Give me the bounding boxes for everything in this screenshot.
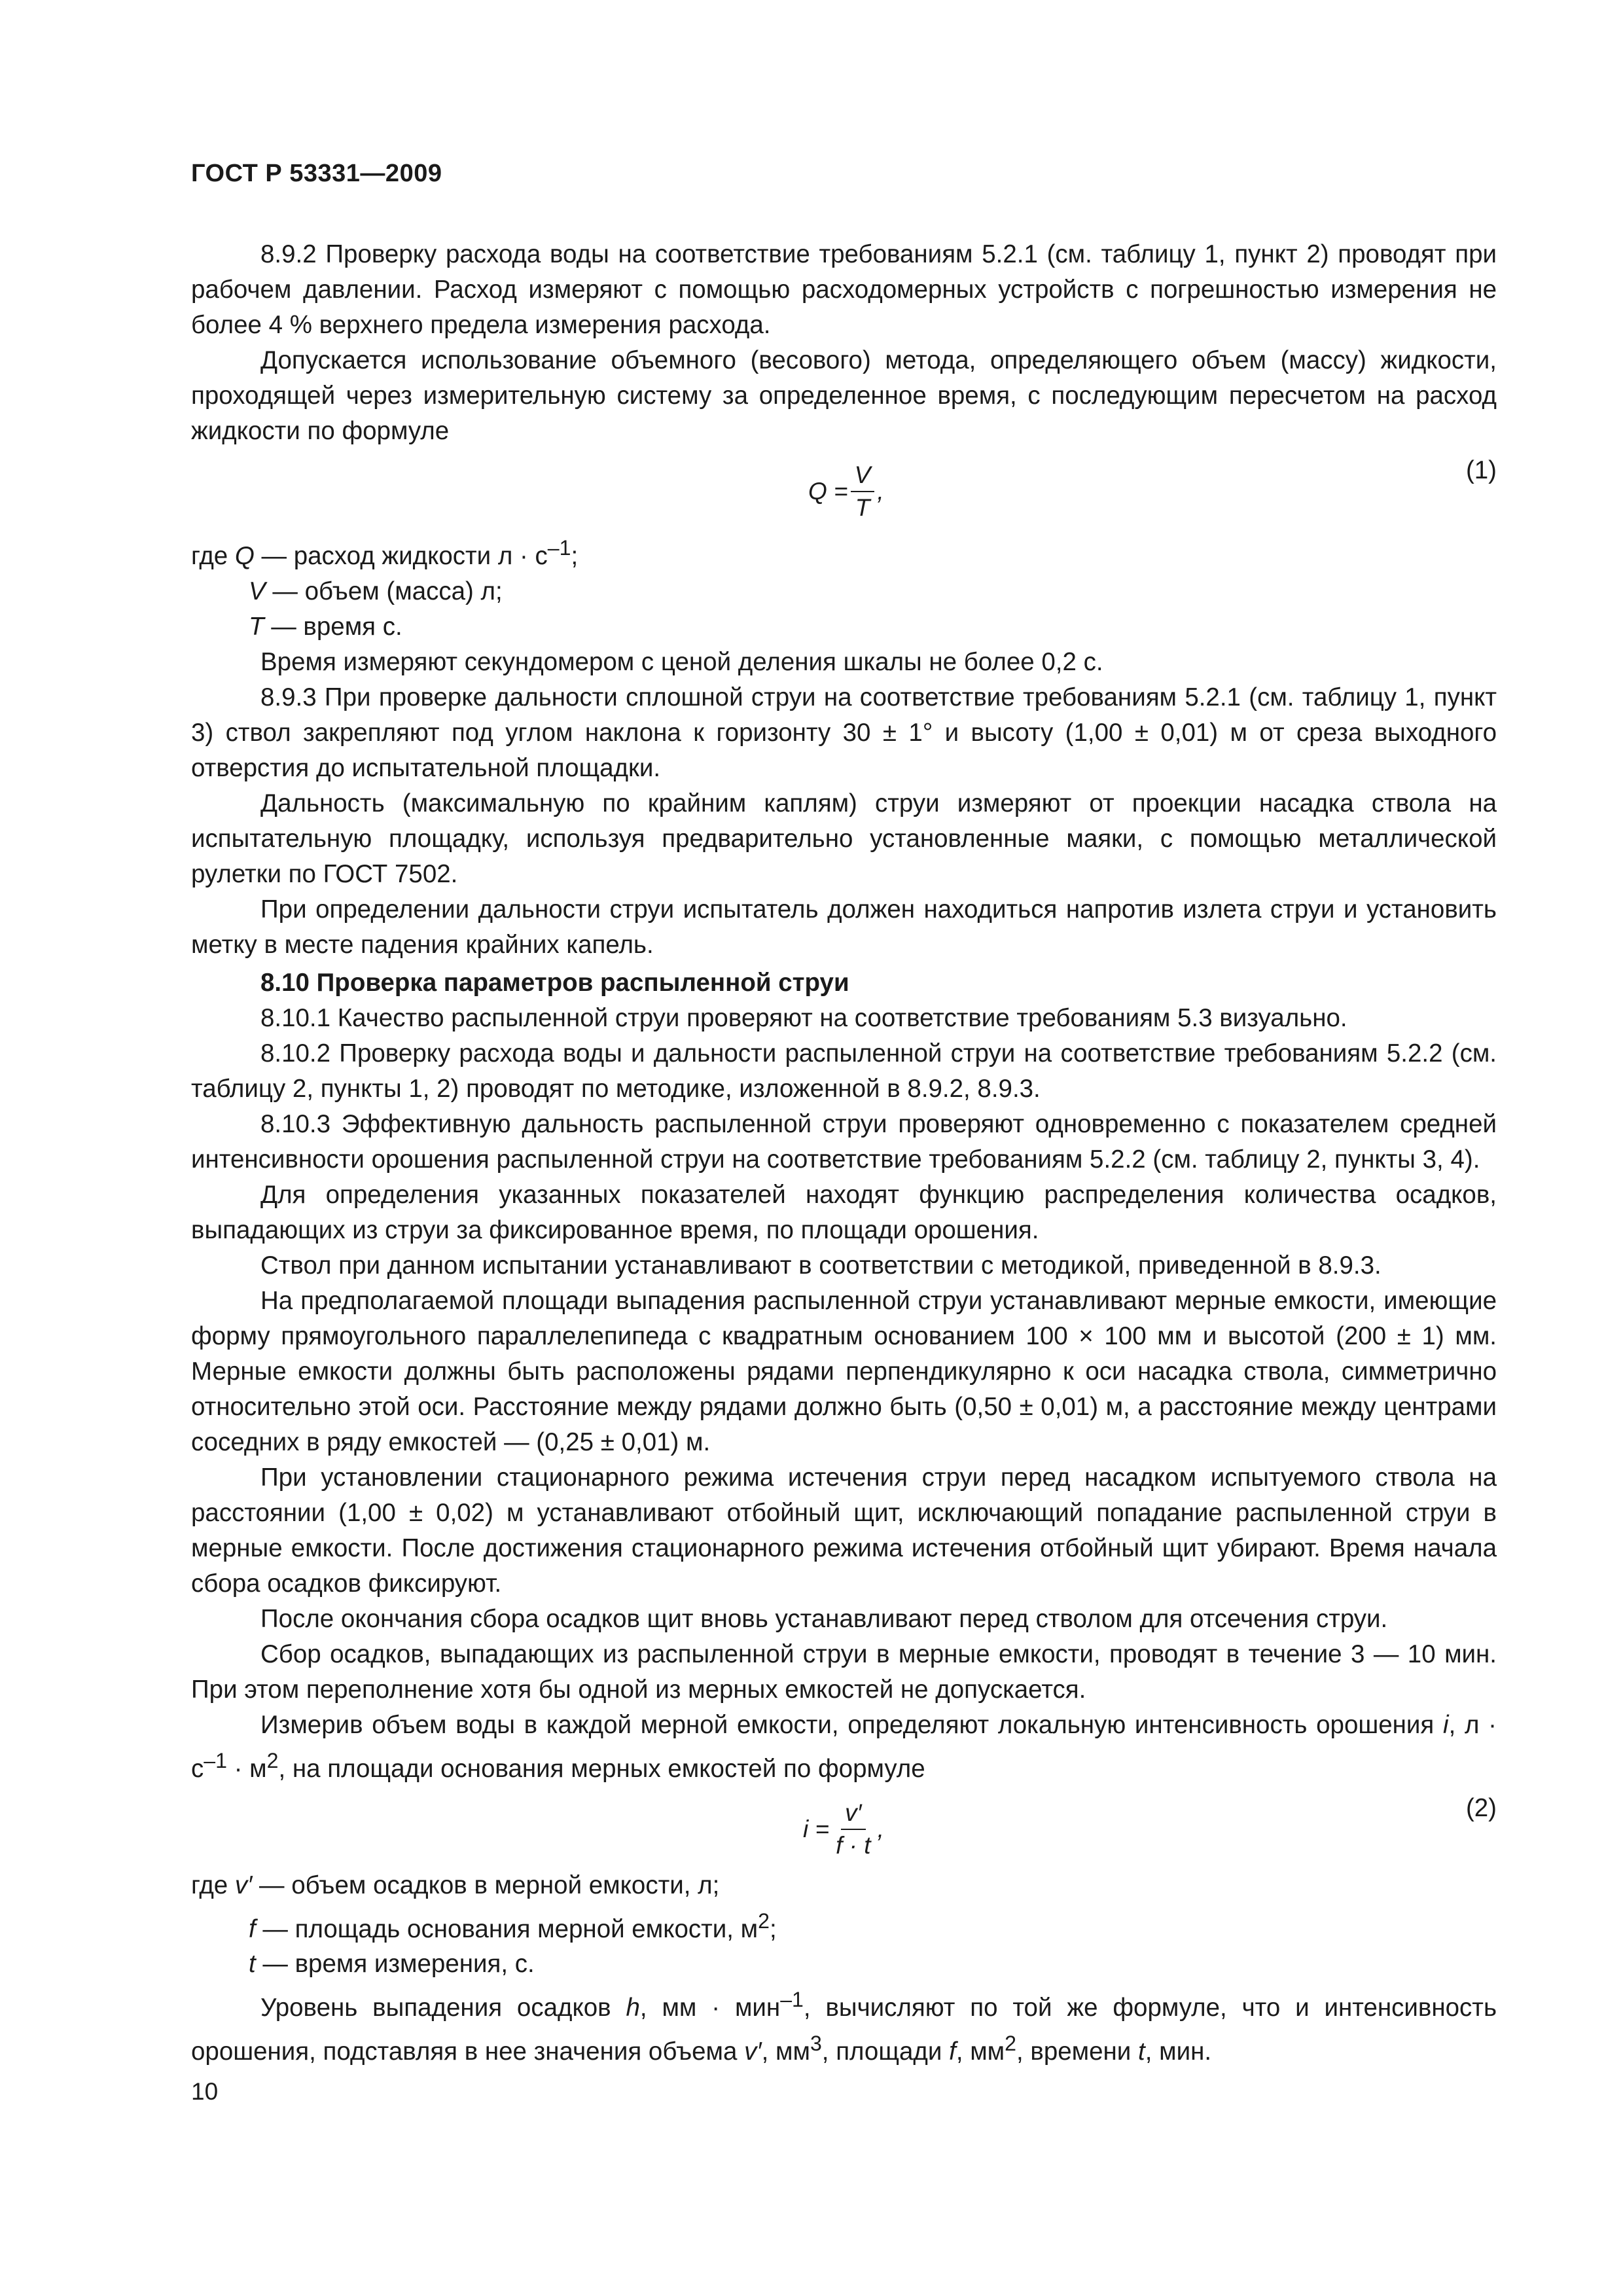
formula-2-numerator: v′	[841, 1799, 865, 1830]
paragraph-stationary-mode: При установлении стационарного режима истечения струи перед насадком испытуемого ствола на расстоянии (1,00 ± 0,02) м устанавливают отбойный щит, исключающий попадание распыленной струи в мерные емкости. После достижения стационарного режима истечения отбойный щит убирают. Время начала сбора осадков фиксируют.	[191, 1463, 1497, 1598]
paragraph-range-measure: Дальность (максимальную по крайним каплям) струи измеряют от проекции насадка ствола на испытательную площадку, используя предварительно установленные маяки, с помощью металлической рулетки по ГОСТ 7502.	[191, 789, 1497, 888]
document-code: ГОСТ Р 53331—2009	[191, 160, 442, 187]
page-body	[191, 237, 1497, 2070]
paragraph-8-10-3: 8.10.3 Эффективную дальность распыленной струи проверяют одновременно с показателем средней интенсивности орошения распыленной струи на соответствие требованиям 5.2.2 (см. таблицу 2, пункты 3, 4).	[191, 1109, 1497, 1174]
formula-2-number: (2)	[1465, 1793, 1497, 1822]
formula-1-number: (1)	[1465, 456, 1497, 484]
page-number: 10	[191, 2078, 219, 2105]
paragraph-time: Время измеряют секундомером с ценой деления шкалы не более 0,2 с.	[260, 647, 1103, 676]
paragraph-volumetric-method: Допускается использование объемного (весового) метода, определяющего объем (массу) жидкости, проходящей через измерительную систему за определенное время, с последующим пересчетом на расход жидкости по формуле	[191, 346, 1497, 445]
paragraph-8-10-1: 8.10.1 Качество распыленной струи проверяют на соответствие требованиям 5.3 визуально.	[260, 1003, 1347, 1032]
paragraph-barrel-setup: Ствол при данном испытании устанавливают в соответствии с методикой, приведенной в 8.9.3.	[260, 1251, 1382, 1280]
formula-1-denominator: T	[855, 494, 870, 521]
formula-2-denominator: f · t	[836, 1831, 871, 1859]
paragraph-intensity: Измерив объем воды в каждой мерной емкости, определяют локальную интенсивность орошения i, $л \cdot с^{-1} \cdot м^2$, на площади основания мерных емкостей по формуле	[191, 1710, 1497, 1783]
where-f: f — площадь основания мерной емкости, $м^2$;	[249, 1909, 777, 1943]
paragraph-8-9-2: 8.9.2 Проверку расхода воды на соответствие требованиям 5.2.1 (см. таблицу 1, пункт 2) проводят при рабочем давлении. Расход измеряют с помощью расходомерных устройств с погрешностью измерения не более 4 % верхнего предела измерения расхода.	[191, 240, 1497, 339]
paragraph-distribution: Для определения указанных показателей находят функцию распределения количества осадков, выпадающих из струи за фиксированное время, по площади орошения.	[191, 1180, 1497, 1244]
where-t: T — время с.	[249, 612, 402, 641]
paragraph-containers: На предполагаемой площади выпадения распыленной струи устанавливают мерные емкости, имеющие форму прямоугольного параллелепипеда с квадратным основанием 100 × 100 мм и высотой (200 ± 1) мм. Мерные емкости должны быть расположены рядами перпендикулярно к оси насадка ствола, симметрично относительно этой оси. Расстояние между рядами должно быть (0,50 ± 0,01) м, а расстояние между центрами соседних в ряду емкостей — (0,25 ± 0,01) м.	[191, 1286, 1497, 1456]
section-heading-8-10: 8.10 Проверка параметров распыленной струи	[260, 968, 849, 997]
formula-1-tail: ,	[877, 478, 884, 505]
formula-1	[191, 449, 1497, 530]
formula-2-tail: ,	[877, 1815, 884, 1842]
paragraph-shield: После окончания сбора осадков щит вновь устанавливают перед стволом для отсечения струи.	[260, 1604, 1388, 1633]
where-t-time: t — время измерения, с.	[249, 1950, 535, 1979]
where-q: где Q — расход жидкости $л \cdot с^{-1}$;	[191, 536, 579, 570]
formula-1-lhs: Q =	[808, 478, 848, 505]
paragraph-range-observer: При определении дальности струи испытатель должен находиться напротив излета струи и установить метку в месте падения крайних капель.	[191, 895, 1497, 959]
formula-2-lhs: i =	[803, 1815, 830, 1842]
where-v: V — объем (масса) л;	[249, 577, 503, 605]
formula-1-numerator: V	[851, 461, 875, 492]
paragraph-collection: Сбор осадков, выпадающих из распыленной струи в мерные емкости, проводят в течение 3 — 10 мин. При этом переполнение хотя бы одной из мерных емкостей не допускается.	[191, 1640, 1497, 1704]
where-v-prime: где v′ — объем осадков в мерной емкости, л;	[191, 1871, 720, 1899]
formula-2	[191, 1787, 1497, 1868]
paragraph-8-10-2: 8.10.2 Проверку расхода воды и дальности распыленной струи на соответствие требованиям 5.2.2 (см. таблицу 2, пункты 1, 2) проводят по методике, изложенной в 8.9.2, 8.9.3.	[191, 1039, 1497, 1103]
paragraph-8-9-3: 8.9.3 При проверке дальности сплошной струи на соответствие требованиям 5.2.1 (см. таблицу 1, пункт 3) ствол закрепляют под углом наклона к горизонту 30 ± 1° и высоту (1,00 ± 0,01) м от среза выходного отверстия до испытательной площадки.	[191, 683, 1497, 782]
paragraph-precipitation-level: Уровень выпадения осадков h, мм · мин$^{-1}$, вычисляют по той же формуле, что и интенсивность орошения, подставляя в нее значения объема v′, $мм^3$, площади f, $мм^2$, времени t, мин.	[191, 1988, 1497, 2066]
